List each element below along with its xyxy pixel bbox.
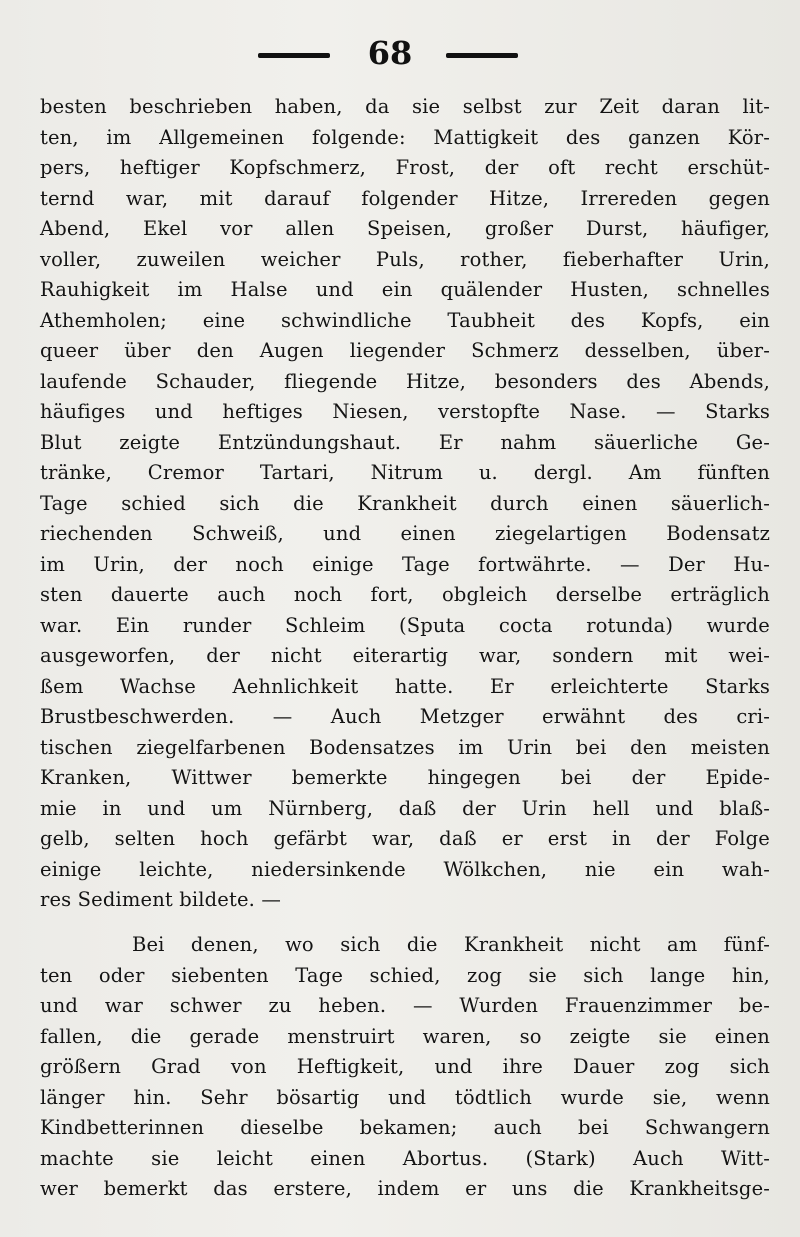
text-line: tränke, Cremor Tartari, Nitrum u. dergl. Am fünften [40,461,770,484]
text-line: und war schwer zu heben. — Wurden Frauenzimmer be- [40,994,770,1017]
text-line: Bei denen, wo sich die Krankheit nicht am fünf- [132,933,770,956]
text-line: fallen, die gerade menstruirt waren, so zeigte sie einen [40,1024,770,1048]
text-line: Kranken, Wittwer bemerkte hingegen bei der Epide- [40,766,770,789]
text-line: Tage schied sich die Krankheit durch einen säuerlich- [40,491,770,515]
text-line: ternd war, mit darauf folgender Hitze, Irrereden gegen [40,186,770,210]
text-line: sten dauerte auch noch fort, obgleich derselbe erträglich [40,583,770,606]
text-line: wer bemerkt das erstere, indem er uns die Krankheitsge- [40,1177,770,1200]
text-line: riechenden Schweiß, und einen ziegelartigen Bodensatz [40,522,770,545]
text-line: machte sie leicht einen Abortus. (Stark) Auch Witt- [40,1146,770,1170]
paragraph-2 [40,930,770,1205]
text-line: ten, im Allgemeinen folgende: Mattigkeit des ganzen Kör- [40,125,770,149]
text-line: res Sediment bildete. — [40,888,282,911]
text-line: war. Ein runder Schleim (Sputa cocta rotunda) wurde [40,613,770,637]
text-line: Blut zeigte Entzündungshaut. Er nahm säuerliche Ge- [40,430,770,454]
text-line: einige leichte, niedersinkende Wölkchen, nie ein wah- [40,857,770,881]
text-line: tischen ziegelfarbenen Bodensatzes im Urin bei den meisten [40,735,770,759]
text-line: häufiges und heftiges Niesen, verstopfte Nase. — Starks [40,400,770,423]
text-line: Brustbeschwerden. — Auch Metzger erwähnt des cri- [40,705,770,728]
text-line: ausgeworfen, der nicht eiterartig war, sondern mit wei- [40,644,770,667]
text-line: mie in und um Nürnberg, daß der Urin hell und blaß- [40,796,770,820]
header-rule-right [446,53,518,58]
text-line: besten beschrieben haben, da sie selbst zur Zeit daran lit- [40,95,770,118]
text-line: Athemholen; eine schwindliche Taubheit des Kopfs, ein [40,308,770,332]
text-line: voller, zuweilen weicher Puls, rother, fieberhafter Urin, [40,247,770,271]
text-line: laufende Schauder, fliegende Hitze, besonders des Abends, [40,369,770,393]
text-line: Rauhigkeit im Halse und ein quälender Husten, schnelles [40,278,770,301]
text-line: größern Grad von Heftigkeit, und ihre Dauer zog sich [40,1055,770,1078]
paragraph-1 [40,92,770,916]
text-line: Abend, Ekel vor allen Speisen, großer Durst, häufiger, [40,217,770,240]
text-line: ten oder siebenten Tage schied, zog sie sich lange hin, [40,963,770,987]
page-header [0,34,800,74]
header-rule-left [258,53,330,58]
text-line: ßem Wachse Aehnlichkeit hatte. Er erleichterte Starks [40,674,770,698]
text-line: gelb, selten hoch gefärbt war, daß er erst in der Folge [40,827,770,850]
page-number: 68 [367,34,413,72]
text-line: queer über den Augen liegender Schmerz desselben, über- [40,339,770,362]
text-line: Kindbetterinnen dieselbe bekamen; auch bei Schwangern [40,1116,770,1139]
text-line: im Urin, der noch einige Tage fortwährte. — Der Hu- [40,552,770,576]
text-line: pers, heftiger Kopfschmerz, Frost, der oft recht erschüt- [40,156,770,179]
text-line: länger hin. Sehr bösartig und tödtlich wurde sie, wenn [40,1085,770,1109]
